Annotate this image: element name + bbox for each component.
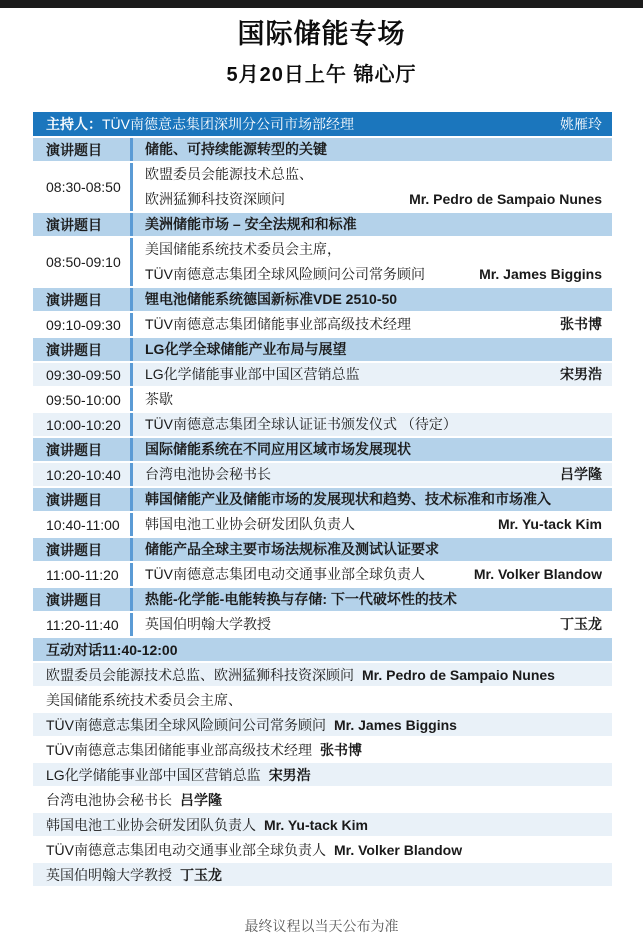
- topic-title-line: [145, 437, 602, 462]
- topic-row: [33, 438, 612, 463]
- topic-title-text: 韩国储能产业及储能市场的发展现状和趋势、技术标准和市场准入: [145, 491, 551, 507]
- slot-details: [130, 563, 612, 586]
- slot-details: [130, 363, 612, 386]
- topic-label: 演讲题目: [46, 216, 102, 233]
- topic-label: 演讲题目: [46, 591, 102, 608]
- panelist-row: [33, 838, 612, 863]
- slot-line: [145, 162, 602, 187]
- speaker-affiliation: 英国伯明翰大学教授: [145, 616, 271, 632]
- panelist-affiliation: 英国伯明翰大学教授: [46, 866, 172, 883]
- slot-details: [130, 313, 612, 336]
- topic-label: 演讲题目: [46, 491, 102, 508]
- panelist-affiliation: TÜV南德意志集团全球风险顾问公司常务顾问: [46, 716, 326, 733]
- dialogue-section-row: 互动对话11:40-12:00: [33, 638, 612, 663]
- slot-details: [130, 463, 612, 486]
- slot-time: 08:30-08:50: [46, 179, 121, 195]
- agenda-table: [33, 112, 612, 888]
- topic-title-text: 锂电池储能系统德国新标准VDE 2510-50: [145, 291, 398, 307]
- agenda-rows: [33, 138, 612, 888]
- panelist-affiliation: 欧盟委员会能源技术总监、欧洲猛狮科技资深顾问: [46, 666, 354, 683]
- slot-line: [145, 362, 602, 387]
- speaker-affiliation: 欧洲猛狮科技资深顾问: [145, 191, 285, 207]
- topic-row: [33, 288, 612, 313]
- speaker-affiliation: TÜV南德意志集团全球认证证书颁发仪式 （待定）: [145, 416, 457, 432]
- speaker-name: Mr. Volker Blandow: [473, 566, 602, 582]
- slot-line: [145, 562, 602, 587]
- panelist-affiliation: 美国储能系统技术委员会主席、: [46, 691, 242, 708]
- panelist-row: [33, 788, 612, 813]
- topic-title: [130, 288, 612, 311]
- panelist-name: Mr. Yu-tack Kim: [264, 816, 369, 833]
- slot-row: [33, 463, 612, 488]
- slot-row: [33, 613, 612, 638]
- topic-title-text: 储能、可持续能源转型的关键: [145, 141, 327, 157]
- speaker-affiliation: 韩国电池工业协会研发团队负责人: [145, 516, 355, 532]
- topic-row: [33, 213, 612, 238]
- topic-title-text: 国际储能系统在不同应用区域市场发展现状: [145, 441, 411, 457]
- topic-row: [33, 538, 612, 563]
- topic-label: 演讲题目: [46, 541, 102, 558]
- slot-line: [145, 262, 602, 287]
- top-black-bar: [0, 0, 643, 8]
- panelist-affiliation: 韩国电池工业协会研发团队负责人: [46, 816, 256, 833]
- topic-title-line: [145, 287, 602, 312]
- slot-line: [145, 612, 602, 637]
- panelist-row: [33, 863, 612, 888]
- slot-time: 09:10-09:30: [46, 316, 121, 333]
- panelist-row: [33, 763, 612, 788]
- panelist-name: Mr. Volker Blandow: [334, 841, 463, 858]
- slot-details: [130, 513, 612, 536]
- slot-row: [33, 238, 612, 288]
- footer-note: 最终议程以当天公布为准: [244, 918, 399, 934]
- topic-title: [130, 138, 612, 161]
- slot-details: [130, 413, 612, 436]
- page-title: 国际储能专场: [237, 19, 406, 49]
- panelist-name: 张书博: [320, 741, 362, 758]
- topic-label: 演讲题目: [46, 141, 102, 158]
- topic-title: [130, 588, 612, 611]
- panelist-affiliation: TÜV南德意志集团储能事业部高级技术经理: [46, 741, 312, 758]
- slot-time: 11:20-11:40: [46, 616, 119, 633]
- panelist-row: [33, 688, 612, 713]
- speaker-name: 宋男浩: [560, 366, 602, 382]
- panelist-row: [33, 663, 612, 688]
- topic-row: [33, 138, 612, 163]
- slot-details: [130, 613, 612, 636]
- panelist-name: 丁玉龙: [180, 866, 222, 883]
- panelist-affiliation: TÜV南德意志集团电动交通事业部全球负责人: [46, 841, 326, 858]
- speaker-name: 丁玉龙: [560, 616, 602, 632]
- slot-details: [130, 163, 612, 211]
- slot-line: [145, 312, 602, 337]
- topic-row: [33, 588, 612, 613]
- slot-row: [33, 513, 612, 538]
- topic-row: [33, 488, 612, 513]
- panelist-name: 吕学隆: [180, 791, 222, 808]
- panelist-row: [33, 738, 612, 763]
- slot-row: [33, 388, 612, 413]
- topic-title-text: LG化学全球储能产业布局与展望: [145, 341, 347, 357]
- topic-row: [33, 338, 612, 363]
- topic-label: 演讲题目: [46, 341, 102, 358]
- moderator-row: [33, 112, 612, 138]
- speaker-affiliation: 欧盟委员会能源技术总监、: [145, 166, 313, 182]
- topic-title-text: 热能-化学能-电能转换与存储: 下一代破坏性的技术: [145, 591, 457, 607]
- slot-row: [33, 313, 612, 338]
- speaker-affiliation: TÜV南德意志集团电动交通事业部全球负责人: [145, 566, 425, 582]
- speaker-name: Mr. Yu-tack Kim: [497, 516, 602, 532]
- slot-row: [33, 563, 612, 588]
- panelist-affiliation: 台湾电池协会秘书长: [46, 791, 172, 808]
- topic-title: [130, 488, 612, 511]
- slot-line: [145, 512, 602, 537]
- speaker-affiliation: TÜV南德意志集团全球风险顾问公司常务顾问: [145, 266, 425, 282]
- moderator-name: 姚雁玲: [560, 116, 602, 132]
- topic-title-text: 储能产品全球主要市场法规标准及测试认证要求: [145, 541, 439, 557]
- panelist-affiliation: LG化学储能事业部中国区营销总监: [46, 766, 261, 783]
- topic-title-line: [145, 537, 602, 562]
- topic-title-line: [145, 212, 602, 237]
- slot-time: 09:50-10:00: [46, 391, 121, 408]
- slot-details: [130, 238, 612, 286]
- topic-title-text: 美洲储能市场 – 安全法规和和标准: [145, 216, 357, 232]
- slot-time: 11:00-11:20: [46, 566, 119, 583]
- topic-title: [130, 438, 612, 461]
- panelist-row: [33, 813, 612, 838]
- slot-row: [33, 413, 612, 438]
- speaker-name: 张书博: [560, 316, 602, 332]
- speaker-name: Mr. Pedro de Sampaio Nunes: [409, 191, 602, 207]
- topic-title: [130, 213, 612, 236]
- speaker-affiliation: LG化学储能事业部中国区营销总监: [145, 366, 360, 382]
- slot-line: [145, 187, 602, 212]
- slot-time: 10:20-10:40: [46, 466, 121, 483]
- slot-time: 09:30-09:50: [46, 366, 121, 383]
- slot-line: [145, 237, 602, 262]
- slot-line: [145, 412, 602, 437]
- speaker-affiliation: 台湾电池协会秘书长: [145, 466, 271, 482]
- topic-title-line: [145, 587, 602, 612]
- topic-title: [130, 338, 612, 361]
- topic-title-line: [145, 337, 602, 362]
- topic-label: 演讲题目: [46, 291, 102, 308]
- topic-title-line: [145, 137, 602, 162]
- panelist-name: Mr. Pedro de Sampaio Nunes: [362, 666, 555, 683]
- page-subtitle: 5月20日上午 锦心厅: [226, 64, 417, 86]
- topic-title-line: [145, 487, 602, 512]
- moderator-label: 主持人：: [46, 116, 102, 132]
- slot-row: [33, 363, 612, 388]
- moderator-role: TÜV南德意志集团深圳分公司市场部经理: [102, 116, 354, 132]
- speaker-name: 吕学隆: [560, 466, 602, 482]
- panelist-row: [33, 713, 612, 738]
- slot-time: 10:00-10:20: [46, 416, 121, 433]
- slot-time: 08:50-09:10: [46, 254, 121, 270]
- speaker-affiliation: 茶歇: [145, 391, 173, 407]
- panelist-name: 宋男浩: [268, 766, 311, 783]
- speaker-affiliation: 美国储能系统技术委员会主席，: [145, 241, 341, 257]
- speaker-affiliation: TÜV南德意志集团储能事业部高级技术经理: [145, 316, 411, 332]
- panelist-name: Mr. James Biggins: [334, 716, 457, 733]
- slot-details: [130, 388, 612, 411]
- slot-line: [145, 462, 602, 487]
- topic-label: 演讲题目: [46, 441, 102, 458]
- slot-line: [145, 387, 602, 412]
- topic-title: [130, 538, 612, 561]
- slot-row: [33, 163, 612, 213]
- speaker-name: Mr. James Biggins: [479, 266, 602, 282]
- slot-time: 10:40-11:00: [46, 516, 120, 533]
